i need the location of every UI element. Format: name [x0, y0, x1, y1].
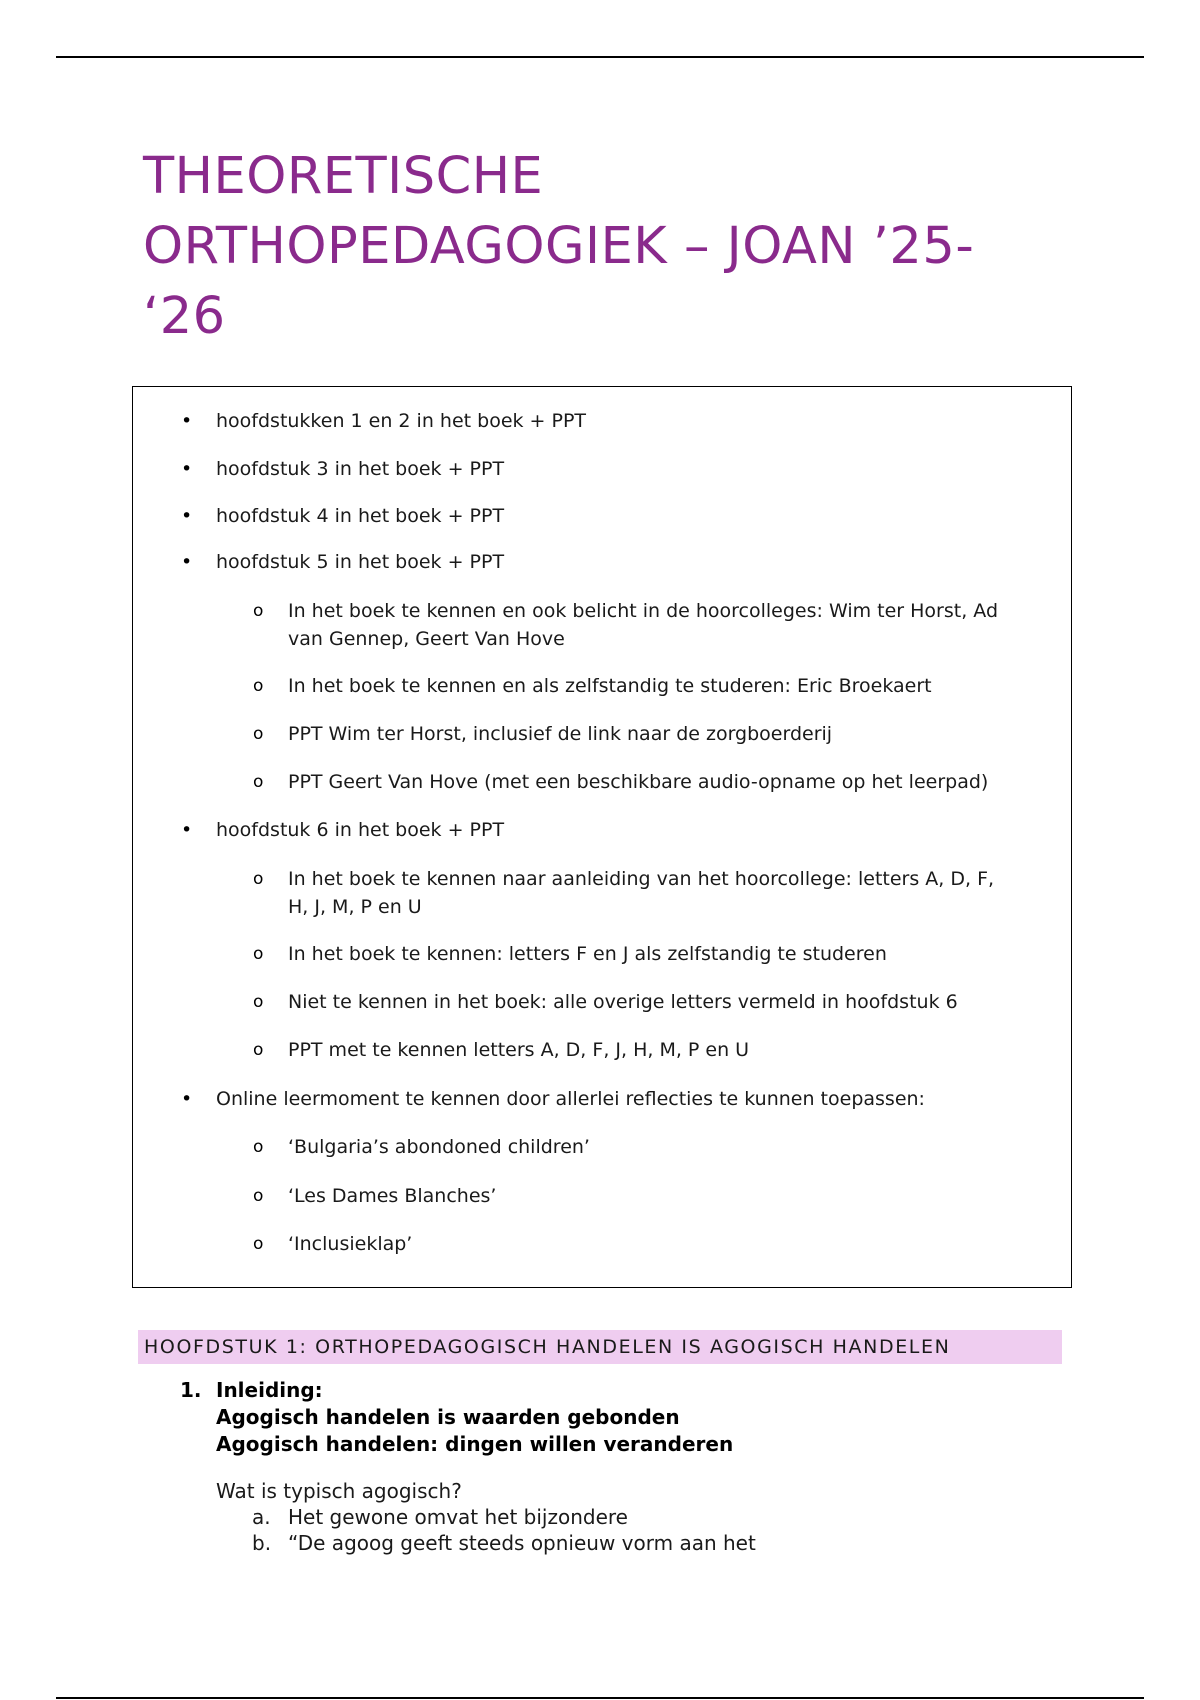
sub-list-item: ‘Les Dames Blanches’	[288, 1185, 497, 1207]
chapter-heading: HOOFDSTUK 1: ORTHOPEDAGOGISCH HANDELEN IS AGOGISCH HANDELEN	[144, 1336, 951, 1358]
sub-item-label: a.	[252, 1505, 271, 1529]
sub-bullet-marker: o	[253, 1040, 264, 1060]
top-rule	[56, 56, 1144, 58]
list-item: hoofdstukken 1 en 2 in het boek + PPT	[216, 410, 587, 432]
section-title: Inleiding:	[216, 1378, 323, 1402]
sub-item-text: Het gewone omvat het bijzondere	[288, 1505, 628, 1529]
sub-list-item: PPT Geert Van Hove (met een beschikbare audio-opname op het leerpad)	[288, 771, 989, 793]
bullet-marker: •	[181, 505, 193, 527]
list-item: hoofdstuk 3 in het boek + PPT	[216, 458, 505, 480]
sub-list-item: PPT met te kennen letters A, D, F, J, H, M, P en U	[288, 1039, 750, 1061]
list-item: hoofdstuk 4 in het boek + PPT	[216, 505, 505, 527]
title-line-1: THEORETISCHE	[143, 147, 544, 206]
sub-list-item-continuation: van Gennep, Geert Van Hove	[288, 628, 565, 650]
sub-list-item: ‘Bulgaria’s abondoned children’	[288, 1136, 590, 1158]
sub-bullet-marker: o	[253, 944, 264, 964]
sub-list-item: PPT Wim ter Horst, inclusief de link naar de zorgboerderij	[288, 723, 833, 745]
sub-bullet-marker: o	[253, 724, 264, 744]
sub-list-item: In het boek te kennen: letters F en J als zelfstandig te studeren	[288, 943, 887, 965]
section-subtitle: Agogisch handelen is waarden gebonden	[216, 1405, 680, 1429]
section-number: 1.	[180, 1378, 202, 1402]
sub-list-item-continuation: H, J, M, P en U	[288, 896, 422, 918]
list-item: Online leermoment te kennen door allerlei reflecties te kunnen toepassen:	[216, 1088, 925, 1110]
sub-bullet-marker: o	[253, 1186, 264, 1206]
section-subtitle: Agogisch handelen: dingen willen veranderen	[216, 1432, 734, 1456]
list-item: hoofdstuk 5 in het boek + PPT	[216, 551, 505, 573]
sub-bullet-marker: o	[253, 1234, 264, 1254]
bottom-rule	[56, 1697, 1144, 1699]
sub-bullet-marker: o	[253, 1137, 264, 1157]
sub-list-item: In het boek te kennen en als zelfstandig te studeren: Eric Broekaert	[288, 675, 932, 697]
sub-list-item: In het boek te kennen naar aanleiding van het hoorcollege: letters A, D, F,	[288, 868, 995, 890]
sub-list-item: In het boek te kennen en ook belicht in de hoorcolleges: Wim ter Horst, Ad	[288, 600, 999, 622]
sub-item-label: b.	[252, 1531, 272, 1555]
sub-list-item: ‘Inclusieklap’	[288, 1233, 413, 1255]
sub-bullet-marker: o	[253, 772, 264, 792]
sub-list-item: Niet te kennen in het boek: alle overige letters vermeld in hoofdstuk 6	[288, 991, 958, 1013]
list-item: hoofdstuk 6 in het boek + PPT	[216, 819, 505, 841]
bullet-marker: •	[181, 410, 193, 432]
title-line-2: ORTHOPEDAGOGIEK – JOAN ’25-	[143, 217, 975, 276]
sub-bullet-marker: o	[253, 992, 264, 1012]
bullet-marker: •	[181, 458, 193, 480]
sub-bullet-marker: o	[253, 869, 264, 889]
sub-item-text: “De agoog geeft steeds opnieuw vorm aan het	[288, 1531, 756, 1555]
question-text: Wat is typisch agogisch?	[216, 1479, 462, 1503]
bullet-marker: •	[181, 819, 193, 841]
title-line-3: ‘26	[143, 287, 226, 346]
bullet-marker: •	[181, 551, 193, 573]
sub-bullet-marker: o	[253, 601, 264, 621]
bullet-marker: •	[181, 1088, 193, 1110]
document-title	[143, 142, 1083, 352]
sub-bullet-marker: o	[253, 676, 264, 696]
